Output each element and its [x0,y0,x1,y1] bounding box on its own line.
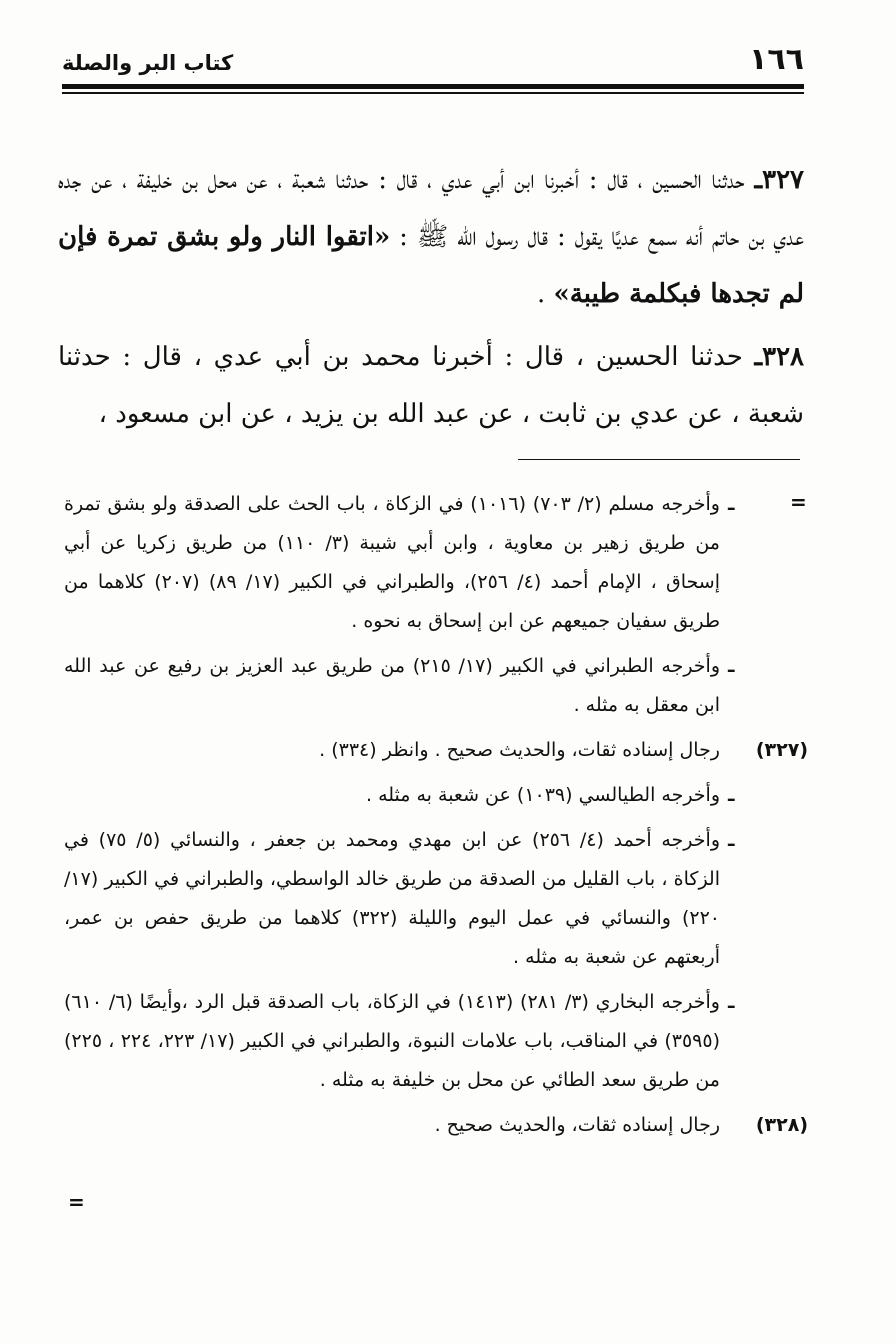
hadith-328 [58,329,804,443]
hadith-number: ٣٢٨ـ [754,342,805,372]
footnote-ref-327 [64,731,808,770]
running-title: كتاب البر والصلة [62,51,234,75]
footnote-text: وأخرجه البخاري (٣/ ٢٨١) (١٤١٣) في الزكاة، باب الصدقة قبل الرد ،وأيضًا (٦/ ٦١٠) (٣٥٩٥) في المناقب، باب علامات النبوة، والطبراني في الكبير (١٧/ ٢٢٣، ٢٢٤ ، ٢٢٥) من طريق سعد الطائي عن محل بن خليفة به مثله . [64,991,720,1091]
footnote [64,821,808,977]
footnote [64,983,808,1100]
footnote-marker: ـ [728,655,735,677]
footnote-separator [518,459,800,460]
footnote [64,647,808,725]
footnote-text: رجال إسناده ثقات، والحديث صحيح . وانظر (٣٣٤) . [319,739,720,761]
footnote-text: وأخرجه أحمد (٤/ ٢٥٦) عن ابن مهدي ومحمد بن جعفر ، والنسائي (٥/ ٧٥) في الزكاة ، باب القليل من الصدقة من طريق خالد الواسطي، والطبراني في الكبير (١٧/ ٢٢٠) والنسائي في عمل اليوم والليلة (٣٢٢) كلاهما من طريق حفص بن عمر، أربعتهم عن شعبة به مثله . [64,829,720,968]
footnote-text: وأخرجه الطيالسي (١٠٣٩) عن شعبة به مثله . [365,784,720,806]
continuation-mark-top: = [790,490,807,514]
hadith-end: . [537,279,554,309]
footnotes [64,485,808,1151]
hadith-text: حدثنا الحسين ، قال : أخبرنا محمد بن أبي عدي ، قال : حدثنا شعبة ، عن عدي بن ثابت ، عن عبد الله بن يزيد ، عن ابن مسعود ، [58,342,804,429]
footnote-ref-328 [64,1106,808,1145]
footnote-marker: ـ [728,829,735,851]
page-number: ١٦٦ [749,42,804,77]
hadith-number: ٣٢٧ـ [754,165,805,195]
header-rule-thin [62,92,804,94]
footnote-ref-number: (٣٢٨) [755,1114,808,1136]
footnote-marker: ـ [728,991,735,1013]
header-rule-thick [62,84,804,89]
hadith-text: حدثنا الحسين ، قال : أخبرنا ابن أبي عدي ، قال : حدثنا شعبة ، عن محل بن خليفة ، عن جده عدي بن حاتم أنه سمع عديًا يقول : قال رسول الله ﷺ : [58,165,805,252]
footnote [64,485,808,641]
footnote-text: وأخرجه الطبراني في الكبير (١٧/ ٢١٥) من طريق عبد العزيز بن رفيع عن عبد الله ابن معقل به مثله . [64,655,720,716]
page-header [62,38,804,86]
footnote-marker: ـ [728,493,735,515]
main-text [58,152,804,449]
footnote-text: رجال إسناده ثقات، والحديث صحيح . [434,1114,720,1136]
prophetic-quote: «اتقوا النار ولو بشق تمرة فإن لم تجدها فبكلمة طيبة» [58,222,804,309]
footnote-text: وأخرجه مسلم (٢/ ٧٠٣) (١٠١٦) في الزكاة ، باب الحث على الصدقة ولو بشق تمرة من طريق زهير بن معاوية ، وابن أبي شيبة (٣/ ١١٠) من طريق زكريا عن أبي إسحاق ، الإمام أحمد (٤/ ٢٥٦)، والطبراني في الكبير (١٧/ ٨٩) (٢٠٧) كلاهما من طريق سفيان جميعهم عن ابن إسحاق به نحوه . [64,493,721,632]
footnote [64,776,808,815]
footnote-marker: ـ [728,784,735,806]
continuation-mark-bottom: = [68,1190,85,1214]
hadith-327 [58,152,804,323]
footnote-ref-number: (٣٢٧) [755,739,808,761]
